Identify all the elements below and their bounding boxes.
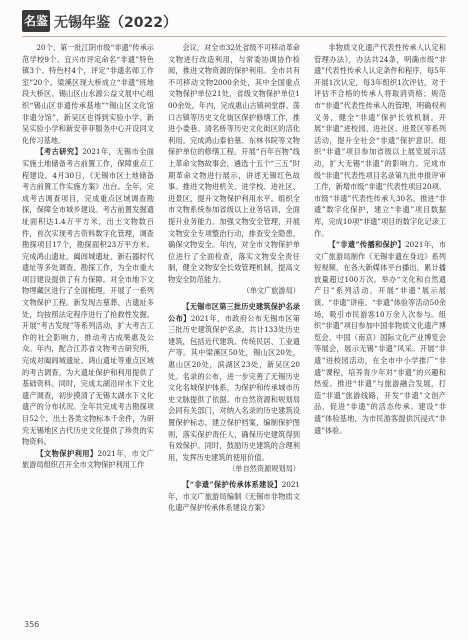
article-paragraph: [314, 42, 446, 239]
article-paragraph: [168, 42, 300, 285]
article-paragraph: [22, 448, 154, 471]
article-paragraph: [168, 301, 300, 463]
article-text: 20个、第一批江阴市级“非遗”传承示范学校9个、宜兴市评定命名“非遗”特色镇3个、特色村4个，评定“非遗名师工作室”20个。梁溪区现大桥成立“非遗”班地段大桥区、锡山区山水源公益文展中心组织“锡山区非遗传承基地”“锡山区文化馆非遗分馆”，新吴区也得到实验小学、新吴实验小学和新安菲菲服务中心开设同文化传习基地。: [22, 43, 154, 145]
article-text: 2021年，市文广旅游局制作《无锡非遗在身边》系列短视频，在各大新媒体平台播出，累计播放量超过100万次。举办“文化和自然遗产日”系列活动，开展“非遗”展示展演、“非遗”讲座、“非遗”体验等活动50余场，吸引市民游客10万余人次参与。组织“非遗”项目参加中国非物质文化遗产博览会、中国（南京）国际文化产业博览会等展会，展示无锡“非遗”风采。开展“非遗”进校园活动，在全市中小学推广“非遗”课程，培养青少年对“非遗”的兴趣和热爱。推进“非遗”与旅游融合发展，打造“非遗”旅游线路，开发“非遗”文创产品，促进“非遗”的活态传承。建设“非遗”体验基地，为市民游客提供沉浸式“非遗”体验。: [314, 240, 446, 435]
source-attribution: [168, 463, 300, 475]
article-text: 2021年，市文广旅游局编制《无锡市非物质文化遗产保护传承体系建设方案》: [168, 479, 300, 513]
article-text: （单文广旅游局）: [242, 286, 300, 296]
yearbook-logo: 名鉴: [22, 10, 50, 32]
article-text: 会议，对全市32处省级不可移动革命文物进行改造利用，与常委协调协作检阅，推进文物资源的保护利用。全市共有不可移动文物2000余处，其中全国重点文物保护单位21处、省级文物保护单位100余处。年内，完成惠山古镇祠堂群、荡口古镇等历史文化街区保护修缮工作，推进小娄巷、清名桥等历史文化街区的活化利用。完成鸿山泰伯墓、东林书院等文物保护单位的修缮工程。开展“百年百物”线上革命文物故事会，遴选十五个“三五”时期革命文物进行展示，讲述无锡红色故事。推进文物进机关、进学校、进社区、进景区，提升文物保护利用水平。组织全市文物系统参加省级以上业务培训，全面提升业务能力。加强文物安全管理，开展文物安全专项整治行动，排查安全隐患，确保文物安全。年内，对全市文物保护单位进行了全面检查，落实文物安全责任制，健全文物安全长效管理机制，提高文物安全防范能力。: [168, 43, 300, 284]
text-column-1: [22, 42, 154, 612]
article-heading: 【无锡市区第三批历史建筑保护名录公布】: [168, 302, 300, 323]
page-header: [0, 0, 468, 40]
source-attribution: [168, 285, 300, 297]
article-text: 2021年，市政府公布无锡市区第三批历史建筑保护名录，共计133处历史建筑，包括近代建筑、传统民居、工业遗产等。其中梁溪区50处，锡山区20处，惠山区20处，滨湖区23处，新吴区20处。名录的公布，进一步完善了无锡历史文化名城保护体系，为保护和传承城市历史文脉提供了依据。市自然资源和规划局会同有关部门，对纳入名录的历史建筑设置保护标志，建立保护档案，编制保护图则，落实保护责任人，确保历史建筑得到有效保护。同时，鼓励历史建筑的合理利用，发挥历史建筑的使用价值。: [168, 313, 300, 462]
article-paragraph: [168, 479, 300, 514]
page-number: 356: [24, 620, 40, 629]
article-paragraph: [22, 146, 154, 447]
article-heading: 【“非遗”传播和保护】: [328, 240, 406, 250]
article-heading: 【考古研究】: [36, 147, 83, 157]
article-heading: 【“非遗”保护传承体系建设】: [182, 479, 282, 489]
header-divider: [22, 36, 446, 37]
text-column-3: [314, 42, 446, 612]
article-paragraph: [22, 42, 154, 146]
article-text: （单自然资源规划局）: [228, 464, 300, 474]
article-text: 2021年，市文广旅游局组织召开全市文物保护利用工作: [22, 448, 154, 470]
text-column-2: [168, 42, 300, 612]
article-heading: 【文物保护利用】: [36, 448, 98, 458]
article-paragraph: [314, 239, 446, 436]
yearbook-title: 无锡年鉴（2022）: [54, 15, 177, 31]
article-text: 2021年，无锡市全面实施土地储备考古前置工作，保障重点工程建设。4月30日，《无锡市区土地储备考古前置工作实施方案》出台。全年，完成考古调查项目，完成重点区域调查勘探，保障全市城乡建设。考古前置发掘遗址面积达1.4万平方米，出土文物数百件，首次实现考古资料数字化管理，调查勘探项目17个，勘探面积23万平方米。完成鸿山遗址、阖闾城遗址、新石器时代遗址等多处调查、勘探工作，为全市重大项目建设提供了有力保障。对全市地下文物埋藏区进行了全面梳理，开展了一系列文物保护工程。新发现古墓葬、古遗址多处，均按照法定程序进行了抢救性发掘。开展“考古发现”等系列活动，扩大考古工作的社会影响力，推动考古成果惠及公众。年内，配合江苏省文物考古研究所，完成对阖闾城遗址、鸿山遗址等重点区域的考古调查，为大遗址保护和利用提供了基础资料。同时，完成太湖沿岸水下文化遗产调查，初步摸清了无锡太湖水下文化遗产的分布状况。全年共完成考古勘探项目52个，出土各类文物标本千余件，为研究无锡地区古代历史文化提供了珍贵的实物资料。: [22, 147, 154, 447]
article-text: 非物质文化遗产代表性传承人认定和管理办法》，办法共24条，明确市级“非遗”代表性传承人认定条件和程序，每5年开展1次认定，每3年组织1次评估，对于评估不合格的传承人将取消资格；规范市“非遗”代表性传承人的管理，明确权利义务，健全“非遗”保护长效机制。开展“非遗”进校园、进社区、进景区等系列活动，提升全社会“非遗”保护意识。组织“非遗”项目参加省级以上展览展示活动，扩大无锡“非遗”的影响力。完成市级“非遗”代表性项目名录第九批申报评审工作，新增市级“非遗”代表性项目20项、市级“非遗”代表性传承人30名。推进“非遗”数字化保护，建立“非遗”项目数据库，完成10项“非遗”项目的数字化记录工作。: [314, 43, 446, 238]
